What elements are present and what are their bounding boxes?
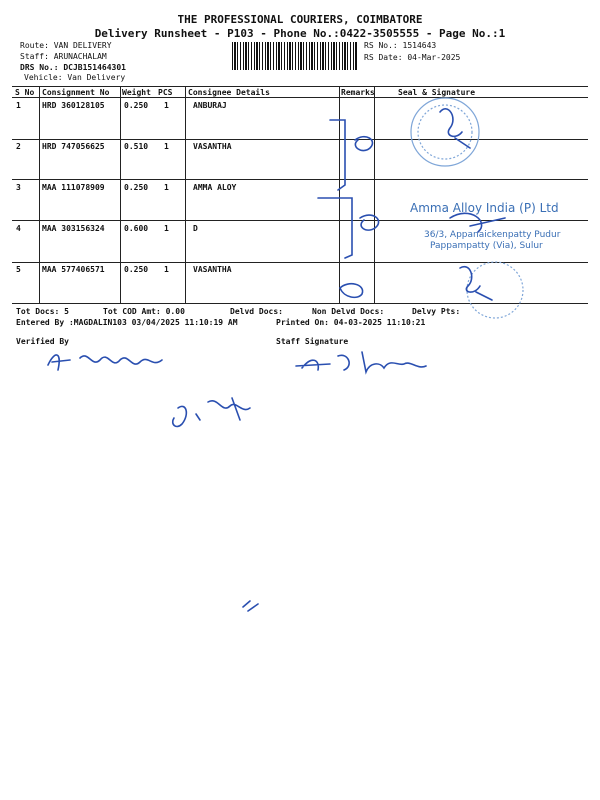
row-weight: 0.250 xyxy=(124,101,149,110)
row-consignee: ANBURAJ xyxy=(193,101,227,110)
row-pcs: 1 xyxy=(164,183,169,192)
row-consignee: AMMA ALOY xyxy=(193,183,237,192)
drs-number: DRS No.: DCJB151464301 xyxy=(20,63,126,72)
row-consignment: HRD 360128105 xyxy=(42,101,105,110)
total-docs: Tot Docs: 5 xyxy=(16,307,69,316)
row-consignment: MAA 303156324 xyxy=(42,224,105,233)
row-consignment: HRD 747056625 xyxy=(42,142,105,151)
row-consignee: D xyxy=(193,224,198,233)
stamp-signature xyxy=(450,213,505,232)
row-consignment: MAA 111078909 xyxy=(42,183,105,192)
col-header-remarks: Remarks xyxy=(341,88,375,97)
staff-label: Staff: ARUNACHALAM xyxy=(20,52,107,61)
row-sno: 2 xyxy=(16,142,21,151)
delivery-points: Delvy Pts: xyxy=(412,307,461,316)
additional-signature xyxy=(173,398,250,426)
company-title: THE PROFESSIONAL COURIERS, COIMBATORE xyxy=(177,13,423,26)
remarks-bracket-mark xyxy=(330,120,345,190)
row-consignee: VASANTHA xyxy=(193,265,232,274)
row-weight: 0.600 xyxy=(124,224,149,233)
printed-on: Printed On: 04-03-2025 11:10:21 xyxy=(276,318,426,327)
delivered-docs: Delvd Docs: xyxy=(230,307,283,316)
company-stamp-address-2: Pappampatty (Via), Sulur xyxy=(430,241,543,251)
stray-pen-mark xyxy=(243,601,258,611)
col-header-pcs: PCS xyxy=(158,88,173,97)
non-delivered-docs: Non Delvd Docs: xyxy=(312,307,385,316)
staff-signature xyxy=(296,352,426,372)
row-sno: 5 xyxy=(16,265,21,274)
remarks-circle-mark xyxy=(340,284,363,298)
vehicle-label: Vehicle: Van Delivery xyxy=(24,73,126,82)
rs-date: RS Date: 04-Mar-2025 xyxy=(364,53,461,62)
company-stamp-name: Amma Alloy India (P) Ltd xyxy=(410,201,559,215)
company-stamp-address-1: 36/3, Appanaickenpatty Pudur xyxy=(424,230,561,240)
remarks-number-2-mark xyxy=(355,137,372,151)
row-weight: 0.250 xyxy=(124,265,149,274)
row-sno: 3 xyxy=(16,183,21,192)
seal-signature-row5 xyxy=(460,267,492,300)
rs-number: RS No.: 1514643 xyxy=(364,41,437,50)
row-weight: 0.250 xyxy=(124,183,149,192)
seal-signature-row1 xyxy=(440,109,470,148)
row-sno: 1 xyxy=(16,101,21,110)
row-consignee: VASANTHA xyxy=(193,142,232,151)
col-header-consignment: Consignment No xyxy=(42,88,110,97)
staff-signature-label: Staff Signature xyxy=(276,337,349,346)
route-label: Route: VAN DELIVERY xyxy=(20,41,112,50)
runsheet-subtitle: Delivery Runsheet - P103 - Phone No.:0422-3505555 - Page No.:1 xyxy=(94,27,506,40)
remarks-bracket-mark xyxy=(318,198,352,258)
verified-by-label: Verified By xyxy=(16,337,69,346)
row-sno: 4 xyxy=(16,224,21,233)
row-pcs: 1 xyxy=(164,265,169,274)
col-header-sno: S No xyxy=(15,88,35,97)
row-pcs: 1 xyxy=(164,142,169,151)
col-header-seal: Seal & Signature xyxy=(398,88,476,97)
total-cod: Tot COD Amt: 0.00 xyxy=(103,307,185,316)
row-weight: 0.510 xyxy=(124,142,149,151)
col-header-consignee: Consignee Details xyxy=(188,88,270,97)
col-header-weight: Weight xyxy=(122,88,151,97)
remarks-number-2-mark xyxy=(360,215,379,230)
entered-by: Entered By :MAGDALIN103 03/04/2025 11:10:19 AM xyxy=(16,318,238,327)
row-pcs: 1 xyxy=(164,101,169,110)
row-consignment: MAA 577406571 xyxy=(42,265,105,274)
row-pcs: 1 xyxy=(164,224,169,233)
verified-by-signature xyxy=(48,355,162,370)
